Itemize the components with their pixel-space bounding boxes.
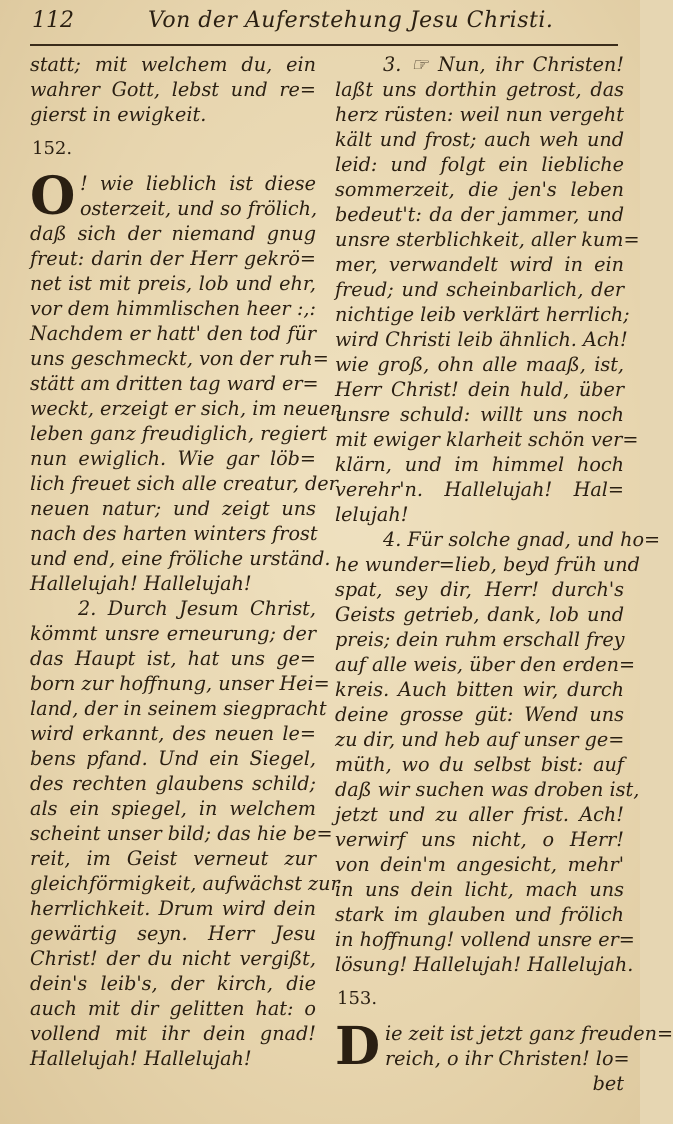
text-line: net ist mit preis, lob und ehr,: [30, 272, 316, 295]
text-line: 4. Für solche gnad, und ho=: [383, 528, 661, 551]
text-line: daß wir suchen was droben ist,: [335, 778, 640, 801]
text-line: lelujah!: [335, 503, 409, 526]
text-line: unsre schuld: willt uns noch: [335, 403, 624, 426]
text-line: kreis. Auch bitten wir, durch: [335, 678, 624, 701]
text-line: deine grosse güt: Wend uns: [335, 703, 624, 726]
right-column: [335, 52, 673, 1096]
verse-4: [335, 527, 661, 977]
text-line: wird Christi leib ähnlich. Ach!: [335, 328, 628, 351]
text-line: vor dem himmlischen heer :,:: [30, 297, 316, 320]
verse-1: [30, 221, 343, 596]
text-line: in hoffnung! vollend unsre er=: [335, 928, 635, 951]
text-line: lösung! Hallelujah! Hallelujah.: [335, 953, 634, 976]
text-line: des rechten glaubens schild;: [30, 772, 316, 795]
text-line: 3. ☞ Nun, ihr Christen!: [383, 53, 624, 76]
catchword: bet: [592, 1072, 624, 1095]
text-line: mit ewiger klarheit schön ver=: [335, 428, 639, 451]
text-line: preis; dein ruhm erschall frey: [335, 628, 625, 651]
text-line: Herr Christ! dein huld, über: [335, 378, 624, 401]
text-line: spat, sey dir, Herr! durch's: [335, 578, 624, 601]
text-line: nach des harten winters frost: [30, 522, 318, 545]
text-line: ie zeit ist jetzt ganz freuden=: [385, 1022, 673, 1045]
text-line: neuen natur; und zeigt uns: [30, 497, 316, 520]
text-line: das Haupt ist, hat uns ge=: [30, 647, 316, 670]
text-line: unsre sterblichkeit, aller kum=: [335, 228, 640, 251]
running-title: Von der Auferstehung Jesu Christi.: [148, 8, 554, 33]
text-line: dein's leib's, der kirch, die: [30, 972, 316, 995]
text-line: in uns dein licht, mach uns: [335, 878, 624, 901]
text-line: kält und frost; auch weh und: [335, 128, 624, 151]
hymn-opening: [30, 166, 318, 227]
text-line: von dein'm angesicht, mehr': [335, 853, 624, 876]
text-line: herz rüsten: weil nun vergeht: [335, 103, 624, 126]
text-line: uns geschmeckt, von der ruh=: [30, 347, 329, 370]
text-line: gierst in ewigkeit.: [30, 103, 207, 126]
text-line: kömmt unsre erneurung; der: [30, 622, 316, 645]
text-line: he wunder=lieb, beyd früh und: [335, 553, 640, 576]
verse-3: [335, 52, 640, 527]
verse-2: [30, 596, 340, 1071]
text-line: auch mit dir gelitten hat: o: [30, 997, 316, 1020]
drop-cap: D: [335, 1016, 381, 1077]
page-number: 112: [32, 8, 74, 33]
text-line: vollend mit ihr dein gnad!: [30, 1022, 316, 1045]
text-line: weckt, erzeigt er sich, im neuen: [30, 397, 343, 420]
text-line: Geists getrieb, dank, lob und: [335, 603, 624, 626]
text-line: klärn, und im himmel hoch: [335, 453, 624, 476]
text-line: wie groß, ohn alle maaß, ist,: [335, 353, 624, 376]
hymn-number: 152.: [32, 138, 73, 159]
text-line: wahrer Gott, lebst und re=: [30, 78, 316, 101]
text-line: statt; mit welchem du, ein: [30, 53, 316, 76]
text-line: stätt am dritten tag ward er=: [30, 372, 319, 395]
text-line: daß sich der niemand gnug: [30, 222, 316, 245]
text-line: lich freuet sich alle creatur, der: [30, 472, 338, 495]
text-line: 2. Durch Jesum Christ,: [78, 597, 316, 620]
text-line: gewärtig seyn. Herr Jesu: [30, 922, 316, 945]
text-line: reit, im Geist verneut zur: [30, 847, 316, 870]
text-line: leben ganz freudiglich, regiert: [30, 422, 328, 445]
text-line: auf alle weis, über den erden=: [335, 653, 636, 676]
text-line: verehr'n. Hallelujah! Hal=: [335, 478, 624, 501]
text-line: und end, eine fröliche urständ.: [30, 547, 331, 570]
drop-cap: O: [30, 166, 76, 227]
text-line: born zur hoffnung, unser Hei=: [30, 672, 330, 695]
text-line: Christ! der du nicht vergißt,: [30, 947, 316, 970]
text-line: bens pfand. Und ein Siegel,: [30, 747, 316, 770]
hymn-opening: [335, 1016, 673, 1077]
text-line: als ein spiegel, in welchem: [30, 797, 316, 820]
text-line: wird erkannt, des neuen le=: [30, 722, 316, 745]
text-line: müth, wo du selbst bist: auf: [335, 753, 624, 776]
text-line: mer, verwandelt wird in ein: [335, 253, 624, 276]
hymn-number: 153.: [337, 988, 378, 1009]
text-line: herrlichkeit. Drum wird dein: [30, 897, 316, 920]
text-line: osterzeit, und so frölich,: [80, 197, 318, 220]
text-line: nichtige leib verklärt herrlich;: [335, 303, 630, 326]
text-line: freud; und scheinbarlich, der: [335, 278, 624, 301]
text-line: zu dir, und heb auf unser ge=: [335, 728, 625, 751]
text-line: Nachdem er hatt' den tod für: [30, 322, 316, 345]
text-line: freut: darin der Herr gekrö=: [30, 247, 316, 270]
text-line: land, der in seinem siegpracht: [30, 697, 327, 720]
text-line: laßt uns dorthin getrost, das: [335, 78, 624, 101]
text-line: nun ewiglich. Wie gar löb=: [30, 447, 316, 470]
left-column: [30, 52, 343, 1071]
text-line: gleichförmigkeit, aufwächst zur: [30, 872, 340, 895]
text-line: leid: und folgt ein liebliche: [335, 153, 624, 176]
text-line: scheint unser bild; das hie be=: [30, 822, 333, 845]
text-line: ! wie lieblich ist diese: [80, 172, 316, 195]
text-line: Hallelujah! Hallelujah!: [30, 1047, 252, 1070]
text-line: stark im glauben und frölich: [335, 903, 624, 926]
text-line: bedeut't: da der jammer, und: [335, 203, 624, 226]
text-line: verwirf uns nicht, o Herr!: [335, 828, 624, 851]
text-line: jetzt und zu aller frist. Ach!: [335, 803, 624, 826]
text-line: reich, o ihr Christen! lo=: [385, 1047, 630, 1070]
text-line: sommerzeit, die jen's leben: [335, 178, 624, 201]
text-line: Hallelujah! Hallelujah!: [30, 572, 252, 595]
page-header: [30, 4, 618, 46]
